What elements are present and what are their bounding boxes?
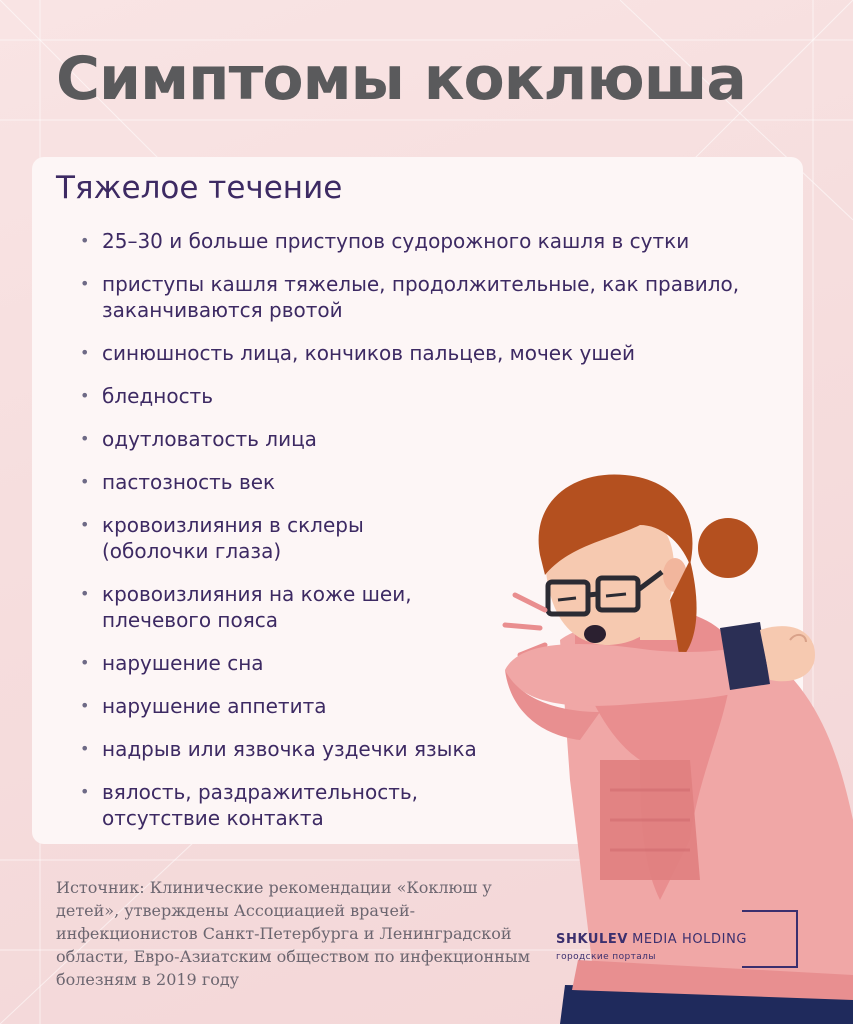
logo-title: SHKULEV MEDIA HOLDING [556,932,748,947]
list-item: • надрыв или язвочка уздечки языка [80,737,477,761]
bullet-icon: • [80,782,90,801]
bullet-icon: • [80,696,90,715]
list-item: • нарушение аппетита [80,694,327,718]
bullet-icon: • [80,231,90,250]
bullet-icon: • [80,515,90,534]
source-note: Источник: Клинические рекомендации «Коклюш у детей», утверждены Ассоциацией врачей-инфекционистов Санкт-Петербурга и Ленинградской области, Евро-Азиатским обществом по инфекционным болезням в 2019 году [56,878,531,989]
list-item: • приступы кашля тяжелые, продолжительные, как правило, заканчиваются рвотой [80,272,740,322]
list-item: • 25–30 и больше приступов судорожного кашля в сутки [80,229,690,253]
list-item: • вялость, раздражительность, отсутствие контакта [80,780,418,830]
bullet-icon: • [80,274,90,293]
bullet-icon: • [80,584,90,603]
list-item: • кровоизлияния на коже шеи, плечевого пояса [80,582,412,632]
logo-tagline: городские порталы [556,952,656,962]
list-item: • нарушение сна [80,651,264,675]
bullet-icon: • [80,386,90,405]
logo-frame-icon [742,910,798,968]
bullet-icon: • [80,343,90,362]
list-item: • кровоизлияния в склеры (оболочки глаза) [80,513,364,563]
page-title: Симптомы коклюша [56,44,746,114]
bullet-icon: • [80,653,90,672]
brand-logo [556,910,806,972]
bullet-icon: • [80,472,90,491]
bullet-icon: • [80,429,90,448]
list-item: • синюшность лица, кончиков пальцев, мочек ушей [80,341,635,365]
bullet-icon: • [80,739,90,758]
section-heading: Тяжелое течение [56,170,343,206]
list-item: • пастозность век [80,470,276,494]
list-item: • одутловатость лица [80,427,317,451]
list-item: • бледность [80,384,213,408]
